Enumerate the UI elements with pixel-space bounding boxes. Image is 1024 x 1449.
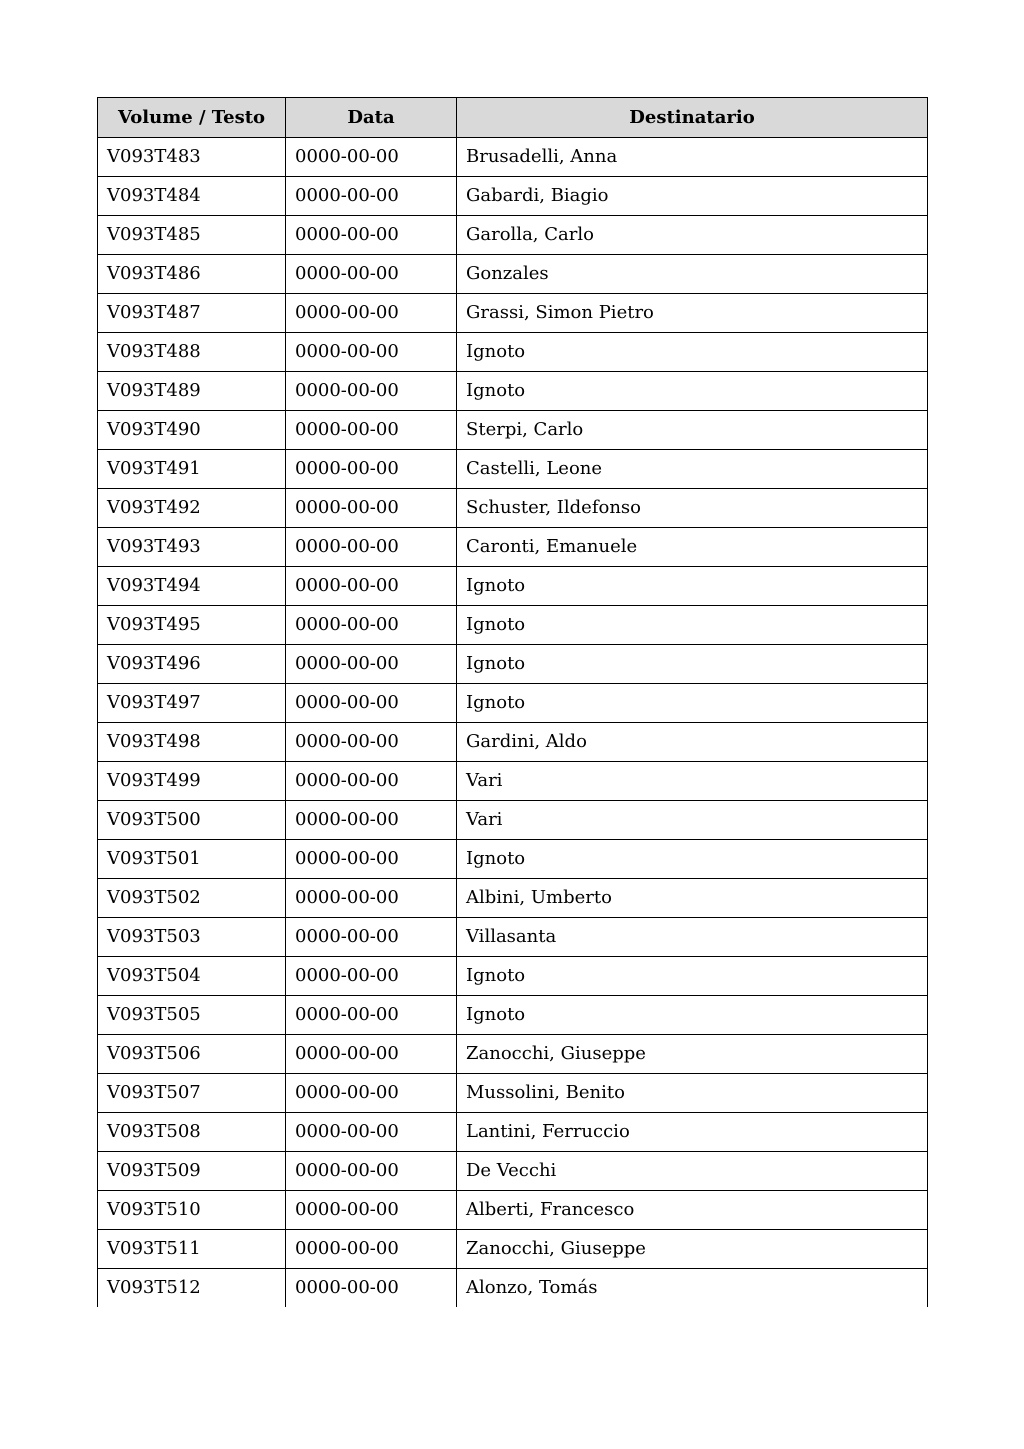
cell-destinatario: Ignoto (457, 606, 928, 645)
cell-destinatario: Ignoto (457, 567, 928, 606)
table-row (98, 684, 928, 723)
cell-data: 0000-00-00 (286, 957, 457, 996)
cell-data: 0000-00-00 (286, 1230, 457, 1269)
cell-data: 0000-00-00 (286, 723, 457, 762)
cell-volume-testo: V093T497 (98, 684, 286, 723)
cell-destinatario: Albini, Umberto (457, 879, 928, 918)
table-row (98, 177, 928, 216)
table-row (98, 411, 928, 450)
table-row (98, 1113, 928, 1152)
cell-volume-testo: V093T492 (98, 489, 286, 528)
table-row (98, 1074, 928, 1113)
cell-destinatario: Ignoto (457, 840, 928, 879)
cell-data: 0000-00-00 (286, 801, 457, 840)
cell-data: 0000-00-00 (286, 1269, 457, 1308)
cell-data: 0000-00-00 (286, 1191, 457, 1230)
cell-data: 0000-00-00 (286, 684, 457, 723)
cell-data: 0000-00-00 (286, 1074, 457, 1113)
cell-data: 0000-00-00 (286, 840, 457, 879)
table-row (98, 1269, 928, 1308)
cell-volume-testo: V093T503 (98, 918, 286, 957)
cell-data: 0000-00-00 (286, 918, 457, 957)
cell-data: 0000-00-00 (286, 567, 457, 606)
cell-volume-testo: V093T496 (98, 645, 286, 684)
table-row (98, 606, 928, 645)
column-header-volume-testo: Volume / Testo (98, 98, 286, 138)
table-row (98, 216, 928, 255)
cell-destinatario: Vari (457, 762, 928, 801)
cell-data: 0000-00-00 (286, 489, 457, 528)
cell-volume-testo: V093T505 (98, 996, 286, 1035)
cell-volume-testo: V093T495 (98, 606, 286, 645)
table-row (98, 1230, 928, 1269)
cell-destinatario: Garolla, Carlo (457, 216, 928, 255)
cell-data: 0000-00-00 (286, 1152, 457, 1191)
cell-data: 0000-00-00 (286, 450, 457, 489)
table-row (98, 528, 928, 567)
cell-data: 0000-00-00 (286, 879, 457, 918)
cell-volume-testo: V093T502 (98, 879, 286, 918)
cell-volume-testo: V093T509 (98, 1152, 286, 1191)
table-row (98, 645, 928, 684)
cell-data: 0000-00-00 (286, 372, 457, 411)
cell-volume-testo: V093T490 (98, 411, 286, 450)
cell-destinatario: De Vecchi (457, 1152, 928, 1191)
table-row (98, 138, 928, 177)
column-header-data: Data (286, 98, 457, 138)
cell-destinatario: Caronti, Emanuele (457, 528, 928, 567)
cell-destinatario: Vari (457, 801, 928, 840)
table-row (98, 996, 928, 1035)
cell-volume-testo: V093T508 (98, 1113, 286, 1152)
table-row (98, 1035, 928, 1074)
cell-volume-testo: V093T489 (98, 372, 286, 411)
table-row (98, 762, 928, 801)
cell-data: 0000-00-00 (286, 294, 457, 333)
cell-volume-testo: V093T487 (98, 294, 286, 333)
cell-volume-testo: V093T512 (98, 1269, 286, 1308)
cell-volume-testo: V093T510 (98, 1191, 286, 1230)
table-row (98, 1152, 928, 1191)
cell-destinatario: Alonzo, Tomás (457, 1269, 928, 1308)
cell-volume-testo: V093T491 (98, 450, 286, 489)
cell-destinatario: Castelli, Leone (457, 450, 928, 489)
cell-destinatario: Lantini, Ferruccio (457, 1113, 928, 1152)
table-row (98, 723, 928, 762)
table-header (98, 98, 928, 138)
cell-data: 0000-00-00 (286, 216, 457, 255)
cell-destinatario: Zanocchi, Giuseppe (457, 1230, 928, 1269)
cell-data: 0000-00-00 (286, 1035, 457, 1074)
cell-data: 0000-00-00 (286, 333, 457, 372)
cell-destinatario: Gabardi, Biagio (457, 177, 928, 216)
table-row (98, 801, 928, 840)
cell-destinatario: Grassi, Simon Pietro (457, 294, 928, 333)
cell-volume-testo: V093T500 (98, 801, 286, 840)
table-row (98, 489, 928, 528)
table-row (98, 255, 928, 294)
table-row (98, 957, 928, 996)
cell-data: 0000-00-00 (286, 138, 457, 177)
table-row (98, 918, 928, 957)
cell-destinatario: Mussolini, Benito (457, 1074, 928, 1113)
table-row (98, 567, 928, 606)
cell-data: 0000-00-00 (286, 1113, 457, 1152)
cell-volume-testo: V093T485 (98, 216, 286, 255)
table-body (98, 138, 928, 1308)
cell-volume-testo: V093T499 (98, 762, 286, 801)
cell-destinatario: Ignoto (457, 333, 928, 372)
cell-volume-testo: V093T498 (98, 723, 286, 762)
table-row (98, 450, 928, 489)
table-row (98, 372, 928, 411)
table-row (98, 879, 928, 918)
table-row (98, 1191, 928, 1230)
cell-destinatario: Ignoto (457, 684, 928, 723)
cell-volume-testo: V093T493 (98, 528, 286, 567)
cell-destinatario: Gonzales (457, 255, 928, 294)
cell-volume-testo: V093T483 (98, 138, 286, 177)
cell-data: 0000-00-00 (286, 606, 457, 645)
cell-data: 0000-00-00 (286, 762, 457, 801)
cell-destinatario: Ignoto (457, 372, 928, 411)
cell-volume-testo: V093T506 (98, 1035, 286, 1074)
cell-data: 0000-00-00 (286, 645, 457, 684)
column-header-destinatario: Destinatario (457, 98, 928, 138)
cell-destinatario: Zanocchi, Giuseppe (457, 1035, 928, 1074)
cell-destinatario: Gardini, Aldo (457, 723, 928, 762)
cell-destinatario: Ignoto (457, 957, 928, 996)
cell-destinatario: Sterpi, Carlo (457, 411, 928, 450)
cell-data: 0000-00-00 (286, 996, 457, 1035)
cell-volume-testo: V093T488 (98, 333, 286, 372)
cell-volume-testo: V093T504 (98, 957, 286, 996)
table-row (98, 840, 928, 879)
cell-destinatario: Ignoto (457, 645, 928, 684)
cell-destinatario: Schuster, Ildefonso (457, 489, 928, 528)
cell-volume-testo: V093T511 (98, 1230, 286, 1269)
cell-data: 0000-00-00 (286, 255, 457, 294)
cell-volume-testo: V093T494 (98, 567, 286, 606)
cell-destinatario: Brusadelli, Anna (457, 138, 928, 177)
cell-data: 0000-00-00 (286, 177, 457, 216)
cell-destinatario: Alberti, Francesco (457, 1191, 928, 1230)
cell-destinatario: Ignoto (457, 996, 928, 1035)
document-page (97, 97, 927, 1307)
cell-volume-testo: V093T501 (98, 840, 286, 879)
table-row (98, 333, 928, 372)
cell-volume-testo: V093T484 (98, 177, 286, 216)
cell-volume-testo: V093T486 (98, 255, 286, 294)
letters-table (97, 97, 928, 1307)
cell-destinatario: Villasanta (457, 918, 928, 957)
cell-data: 0000-00-00 (286, 411, 457, 450)
cell-volume-testo: V093T507 (98, 1074, 286, 1113)
table-row (98, 294, 928, 333)
cell-data: 0000-00-00 (286, 528, 457, 567)
header-row (98, 98, 928, 138)
